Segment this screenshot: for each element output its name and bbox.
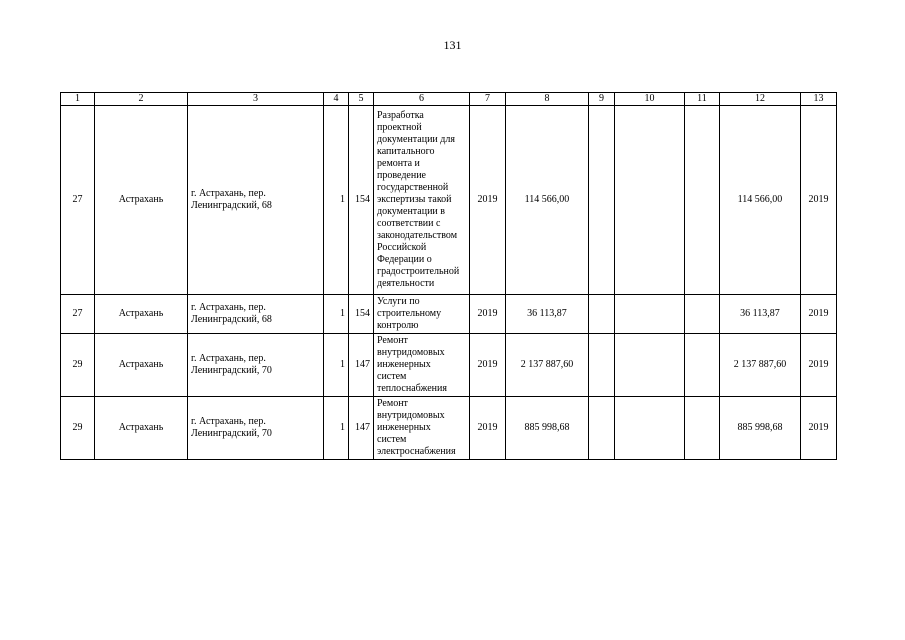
column-number: 2 (95, 93, 188, 106)
completion-year-cell: 2019 (801, 397, 837, 460)
address-line: г. Астрахань, пер. (191, 416, 266, 427)
col11-cell (685, 397, 720, 460)
address-cell (188, 397, 324, 460)
city-cell: Астрахань (95, 334, 188, 397)
column-number: 6 (374, 93, 470, 106)
work-line: проведение (377, 170, 426, 181)
cost-cell: 885 998,68 (506, 397, 589, 460)
table-row (61, 334, 837, 397)
completion-year-cell: 2019 (801, 106, 837, 295)
col5-cell: 147 (349, 397, 374, 460)
col5-cell: 154 (349, 106, 374, 295)
address-cell (188, 334, 324, 397)
work-line: капитального (377, 146, 435, 157)
col4-cell: 1 (324, 334, 349, 397)
col5-cell: 147 (349, 334, 374, 397)
col9-cell (589, 106, 615, 295)
address-line: Ленинградский, 70 (191, 365, 272, 376)
col9-cell (589, 334, 615, 397)
total-cost-cell: 2 137 887,60 (720, 334, 801, 397)
work-line: систем (377, 434, 407, 445)
work-type-cell (374, 397, 470, 460)
work-line: соответствии с (377, 218, 441, 229)
address-cell (188, 106, 324, 295)
total-cost-cell: 36 113,87 (720, 295, 801, 334)
repair-table (60, 92, 837, 460)
address-line: г. Астрахань, пер. (191, 353, 266, 364)
work-line: ремонта и (377, 158, 420, 169)
year-cell: 2019 (470, 397, 506, 460)
work-line: законодательством (377, 230, 458, 241)
city-cell: Астрахань (95, 106, 188, 295)
row-number: 29 (61, 397, 95, 460)
row-number: 27 (61, 106, 95, 295)
table-row (61, 397, 837, 460)
work-line: внутридомовых (377, 347, 445, 358)
work-type-cell (374, 334, 470, 397)
column-number: 13 (801, 93, 837, 106)
year-cell: 2019 (470, 106, 506, 295)
work-line: Федерации о (377, 254, 432, 265)
table-row (61, 106, 837, 295)
year-cell: 2019 (470, 295, 506, 334)
col10-cell (615, 106, 685, 295)
work-line: документации для (377, 134, 455, 145)
cost-cell: 114 566,00 (506, 106, 589, 295)
col9-cell (589, 397, 615, 460)
total-cost-cell: 885 998,68 (720, 397, 801, 460)
col9-cell (589, 295, 615, 334)
work-line: строительному (377, 308, 442, 319)
column-number: 11 (685, 93, 720, 106)
work-line: инженерных (377, 359, 431, 370)
column-number: 3 (188, 93, 324, 106)
column-number: 4 (324, 93, 349, 106)
col10-cell (615, 397, 685, 460)
work-line: электроснабжения (377, 446, 456, 457)
col10-cell (615, 295, 685, 334)
page-number: 131 (443, 38, 462, 52)
col11-cell (685, 334, 720, 397)
row-number: 29 (61, 334, 95, 397)
work-line: деятельности (377, 278, 435, 289)
address-line: Ленинградский, 68 (191, 314, 272, 325)
cost-cell: 2 137 887,60 (506, 334, 589, 397)
col11-cell (685, 106, 720, 295)
work-line: экспертизы такой (377, 194, 452, 205)
column-number: 1 (61, 93, 95, 106)
work-line: документации в (377, 206, 445, 217)
column-number: 8 (506, 93, 589, 106)
column-numbers-row (61, 93, 837, 106)
address-line: Ленинградский, 68 (191, 200, 272, 211)
col4-cell: 1 (324, 106, 349, 295)
work-line: теплоснабжения (377, 383, 447, 394)
col10-cell (615, 334, 685, 397)
completion-year-cell: 2019 (801, 295, 837, 334)
work-line: внутридомовых (377, 410, 445, 421)
city-cell: Астрахань (95, 397, 188, 460)
work-line: градостроительной (377, 266, 460, 277)
column-number: 12 (720, 93, 801, 106)
table-row (61, 295, 837, 334)
work-line: Ремонт (377, 335, 408, 346)
column-number: 7 (470, 93, 506, 106)
total-cost-cell: 114 566,00 (720, 106, 801, 295)
column-number: 10 (615, 93, 685, 106)
column-number: 5 (349, 93, 374, 106)
work-line: контролю (377, 320, 419, 331)
col4-cell: 1 (324, 397, 349, 460)
column-number: 9 (589, 93, 615, 106)
work-line: Ремонт (377, 398, 408, 409)
work-line: инженерных (377, 422, 431, 433)
address-line: Ленинградский, 70 (191, 428, 272, 439)
year-cell: 2019 (470, 334, 506, 397)
address-line: г. Астрахань, пер. (191, 188, 266, 199)
row-number: 27 (61, 295, 95, 334)
work-line: систем (377, 371, 407, 382)
work-line: государственной (377, 182, 449, 193)
col11-cell (685, 295, 720, 334)
work-type-cell (374, 295, 470, 334)
address-cell (188, 295, 324, 334)
work-type-cell (374, 106, 470, 295)
address-line: г. Астрахань, пер. (191, 302, 266, 313)
completion-year-cell: 2019 (801, 334, 837, 397)
work-line: проектной (377, 122, 422, 133)
col5-cell: 154 (349, 295, 374, 334)
work-line: Услуги по (377, 296, 420, 307)
work-line: Российской (377, 242, 427, 253)
col4-cell: 1 (324, 295, 349, 334)
cost-cell: 36 113,87 (506, 295, 589, 334)
work-line: Разработка (377, 110, 424, 121)
city-cell: Астрахань (95, 295, 188, 334)
